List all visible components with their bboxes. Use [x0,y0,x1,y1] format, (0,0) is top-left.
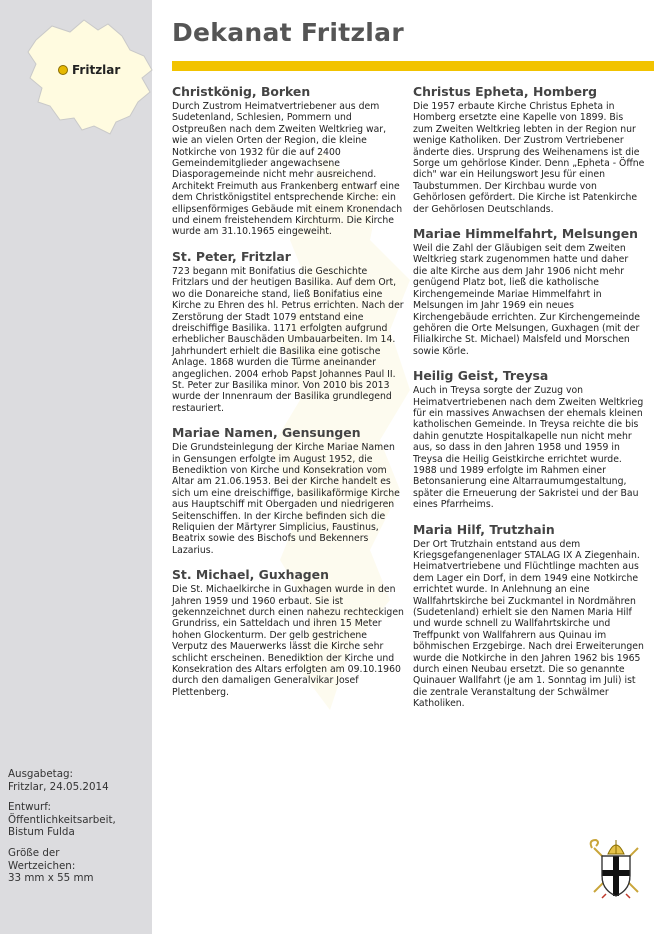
right-column [413,84,645,721]
imprint-issue-value: Fritzlar, 24.05.2014 [8,780,109,793]
bishop-coat-of-arms-icon [586,832,646,900]
article-text: Auch in Treysa sorgte der Zuzug von Heimatvertriebenen nach dem Zweiten Weltkrieg für ein massives Anwachsen der ehemals kleinen katholischen Gemeinde. In Treysa reichte die bis dahin genutzte Hospitalkapelle nun nicht mehr aus, so dass in den Jahren 1958 und 1959 in Treysa die Heilig Geistkirche errichtet wurde. 1988 und 1989 erfolgte im Rahmen einer Betonsanierung eine Altarraumumgestaltung, später die Erneuerung der Sakristei und der Bau eines Pfarrheims. [413,385,644,511]
article-heading: Mariae Namen, Gensungen [172,425,361,441]
article [172,249,404,414]
article-text: Der Ort Trutzhain entstand aus dem Kriegsgefangenenlager STALAG IX A Ziegenhain. Heimatvertriebene und Flüchtlinge machten aus dem Lager ein Dorf, in dem 1949 eine Notkirche errichtet wurde. In Anlehnung an eine Wallfahrtskirche bei Zuckmantel in Nordmähren (Sudetenland) erhielt sie den Namen Maria Hilf und wurde schnell zu Wallfahrtskirche und Treffpunkt von Wallfahrern aus Quinau im böhmischen Erzgebirge. Nach drei Erweiterungen wurde die Notkirche in den Jahren 1962 bis 1965 durch einen Neubau ersetzt. Die so genannte Quinauer Wallfahrt (je am 1. Sonntag im Juli) ist die zentrale Veranstaltung der Schwälmer Katholiken. [413,538,644,710]
imprint-design-value: Bistum Fulda [8,826,75,839]
article-heading: St. Michael, Guxhagen [172,567,329,583]
imprint-size-label: Wertzeichen: [8,859,76,872]
article-text: Die 1957 erbaute Kirche Christus Epheta in Homberg ersetzte eine Kapelle von 1899. Bis zum Zweiten Weltkrieg lebten in der Region nur wenige Katholiken. Der Zustrom Vertriebener änderte dies. Ursprung des Weihenamens ist die Sorge um gehörlose Kinder. Denn „Epheta - Öffne dich" war ein Heilungswort Jesu für einen Taubstummen. Der Kirchbau wurde von Gehörlosen gefördert. Die Kirche ist Patenkirche der Gehörlosen Deutschlands. [413,101,645,215]
article-text: Die Grundsteinlegung der Kirche Mariae Namen in Gensungen erfolgte im August 1952, die Benediktion von Kirche und Konsekration vom Altar am 21.06.1953. Bei der Kirche handelt es sich um eine dreischiffige, basilikaförmige Kirche aus Hauptschiff mit Obergaden und niedrigeren Seitenschiffen. In der Kirche befinden sich die Reliquien der Märtyrer Simplicius, Faustinus, Beatrix sowie des Bischofs und Bekenners Lazarius. [172,442,400,556]
left-column [172,84,404,709]
article-heading: St. Peter, Fritzlar [172,248,291,264]
article-text: Weil die Zahl der Gläubigen seit dem Zweiten Weltkrieg stark zugenommen hatte und daher die alte Kirche aus dem Jahr 1906 nicht mehr genügend Platz bot, ließ die katholische Kirchengemeinde Mariae Himmelfahrt in Melsungen im Jahr 1969 ein neues Kirchengebäude errichten. Zur Kirchengemeinde gehören die Orte Melsungen, Guxhagen (mit der Filialkirche St. Michael) Malsfeld und Morschen sowie Körle. [413,243,641,357]
article-text: Die St. Michaelkirche in Guxhagen wurde in den Jahren 1959 und 1960 erbaut. Sie ist gekennzeichnet durch einen nahezu rechteckigen Grundriss, ein Satteldach und ihren 15 Meter hohen Glockenturm. Der gelb gestrichene Verputz des Mauerwerks lässt die Kirche sehr schlicht erscheinen. Benediktion der Kirche und Konsekration des Altars erfolgten am 09.10.1960 durch den damaligen Generalvikar Josef Plettenberg. [172,584,404,698]
article-text: 723 begann mit Bonifatius die Geschichte Fritzlars und der heutigen Basilika. Auf dem Ort, wo die Donareiche stand, ließ Bonifatius eine Kirche zu Ehren des hl. Petrus errichten. Nach der Zerstörung der Stadt 1079 entstand eine dreischiffige Basilika. 1171 erfolgten aufgrund erheblicher Bauschäden Umbauarbeiten. Im 14. Jahrhundert erhielt die Basilika eine gotische Anlage. 1868 wurden die Türme aneinander angeglichen. 2004 erhob Papst Johannes Paul II. St. Peter zur Basilika minor. Von 2010 bis 2013 wurde der Innenraum der Basilika grundlegend restauriert. [172,265,404,414]
imprint-design-label: Entwurf: [8,801,51,814]
map-location-label [58,63,120,77]
article [413,84,645,215]
article-heading: Christus Epheta, Homberg [413,84,597,99]
article-text: Durch Zustrom Heimatvertriebener aus dem Sudetenland, Schlesien, Pommern und Ostpreußen nach dem Zweiten Weltkrieg war, wie an vielen Orten der Region, die kleine Notkirche von 1932 für die auf 2400 Gemeindemitglieder angewachsene Diasporagemeinde nicht mehr ausreichend. Architekt Freimuth aus Frankenberg entwarf eine dem Christkönigstitel entsprechende Kirche: ein ellipsenförmiges Gebäude mit einem Kronendach und einem freistehendem Kirchturm. Die Kirche wurde am 31.10.1965 eingeweiht. [172,101,403,238]
imprint-size [8,847,148,885]
map-location-name: Fritzlar [72,63,121,77]
article [413,522,645,710]
page-title: Dekanat Fritzlar [172,18,404,47]
imprint-design-value: Öffentlichkeitsarbeit, [8,813,116,826]
article-heading: Heilig Geist, Treysa [413,368,549,384]
article-heading: Maria Hilf, Trutzhain [413,521,555,537]
title-accent-rule [172,61,654,71]
imprint-issue-label: Ausgabetag: [8,768,74,780]
article [172,567,404,698]
location-marker-icon [58,65,68,75]
article [413,368,645,510]
imprint [8,768,148,893]
article [413,226,645,357]
imprint-design [8,801,148,839]
article-heading: Mariae Himmelfahrt, Melsungen [413,226,638,242]
imprint-issue [8,768,148,793]
imprint-size-label: Größe der [8,846,60,859]
article-heading: Christkönig, Borken [172,84,311,99]
imprint-size-value: 33 mm x 55 mm [8,872,94,885]
region-map-icon [26,18,160,136]
article [172,84,404,238]
article [172,425,404,556]
